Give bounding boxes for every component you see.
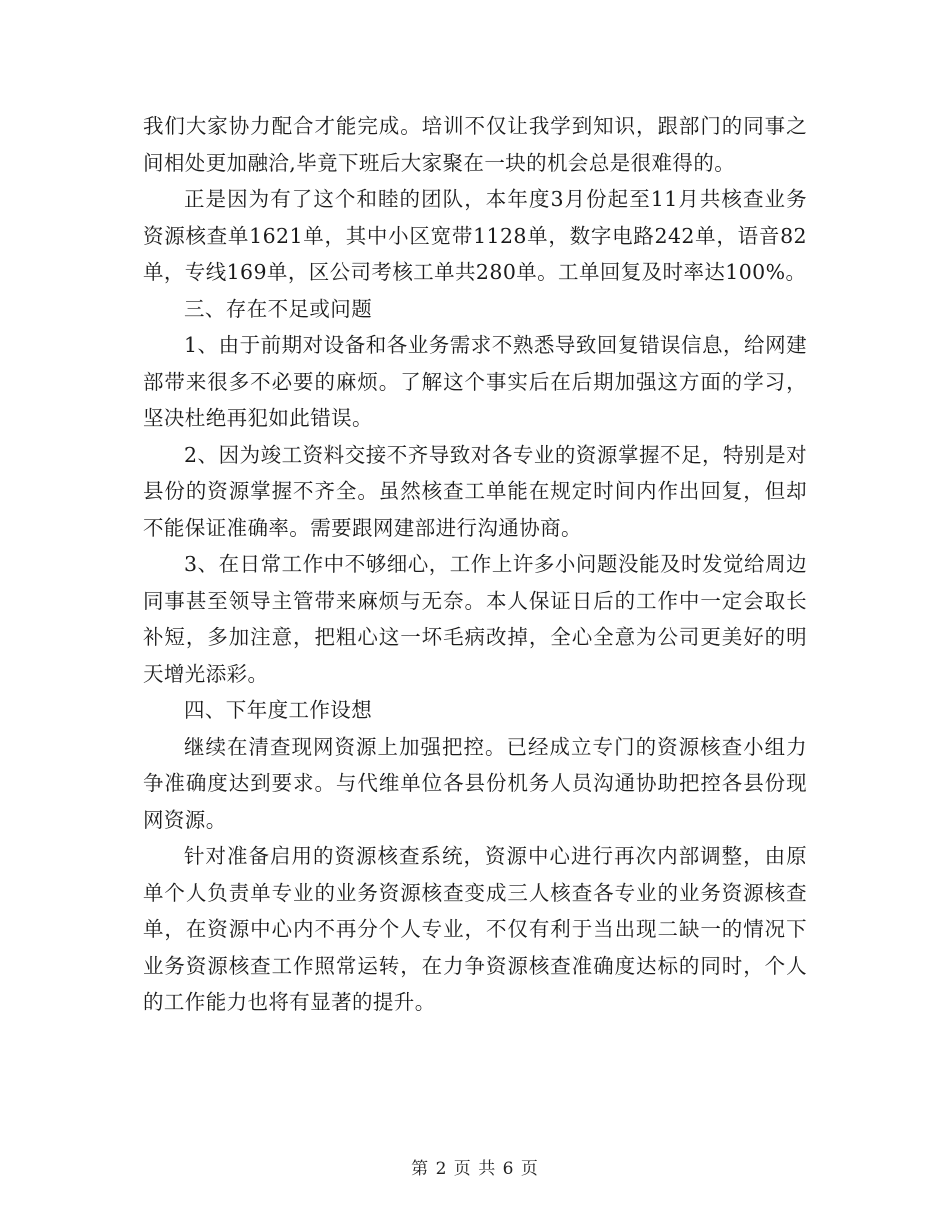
- paragraph-issue-2: 2、因为竣工资料交接不齐导致对各专业的资源掌握不足，特别是对县份的资源掌握不齐全。虽然核查工单能在规定时间内作出回复，但却不能保证准确率。需要跟网建部进行沟通协商。: [143, 442, 807, 540]
- paragraph-plan-2: 针对准备启用的资源核查系统，资源中心进行再次内部调整，由原单个人负责单专业的业务资源核查变成三人核查各专业的业务资源核查单，在资源中心内不再分个人专业，不仅有利于当出现二缺一的情况下业务资源核查工作照常运转，在力争资源核查准确度达标的同时，个人的工作能力也将有显著的提升。: [143, 844, 807, 1014]
- section-heading-4: 四、下年度工作设想: [184, 698, 373, 722]
- page-number-footer: 第 2 页 共 6 页: [411, 1159, 539, 1179]
- paragraph-plan-1: 继续在清查现网资源上加强把控。已经成立专门的资源核查小组力争准确度达到要求。与代维单位各县份机务人员沟通协助把控各县份现网资源。: [143, 734, 807, 832]
- paragraph-issue-3: 3、在日常工作中不够细心，工作上许多小问题没能及时发觉给周边同事甚至领导主管带来麻烦与无奈。本人保证日后的工作中一定会取长补短，多加注意，把粗心这一坏毛病改掉，全心全意为公司更美好的明天增光添彩。: [143, 552, 807, 686]
- section-heading-3: 三、存在不足或问题: [184, 296, 373, 321]
- document-body: [143, 108, 807, 1021]
- paragraph-2: 正是因为有了这个和睦的团队，本年度3月份起至11月共核查业务资源核查单1621单，其中小区宽带1128单，数字电路242单，语音82单，专线169单，区公司考核工单共280单。工单回复及时率达100%。: [143, 187, 807, 284]
- paragraph-issue-1: 1、由于前期对设备和各业务需求不熟悉导致回复错误信息，给网建部带来很多不必要的麻烦。了解这个事实后在后期加强这方面的学习，坚决杜绝再犯如此错误。: [143, 333, 807, 430]
- paragraph-1: 我们大家协力配合才能完成。培训不仅让我学到知识，跟部门的同事之间相处更加融洽,毕竟下班后大家聚在一块的机会总是很难得的。: [143, 114, 807, 175]
